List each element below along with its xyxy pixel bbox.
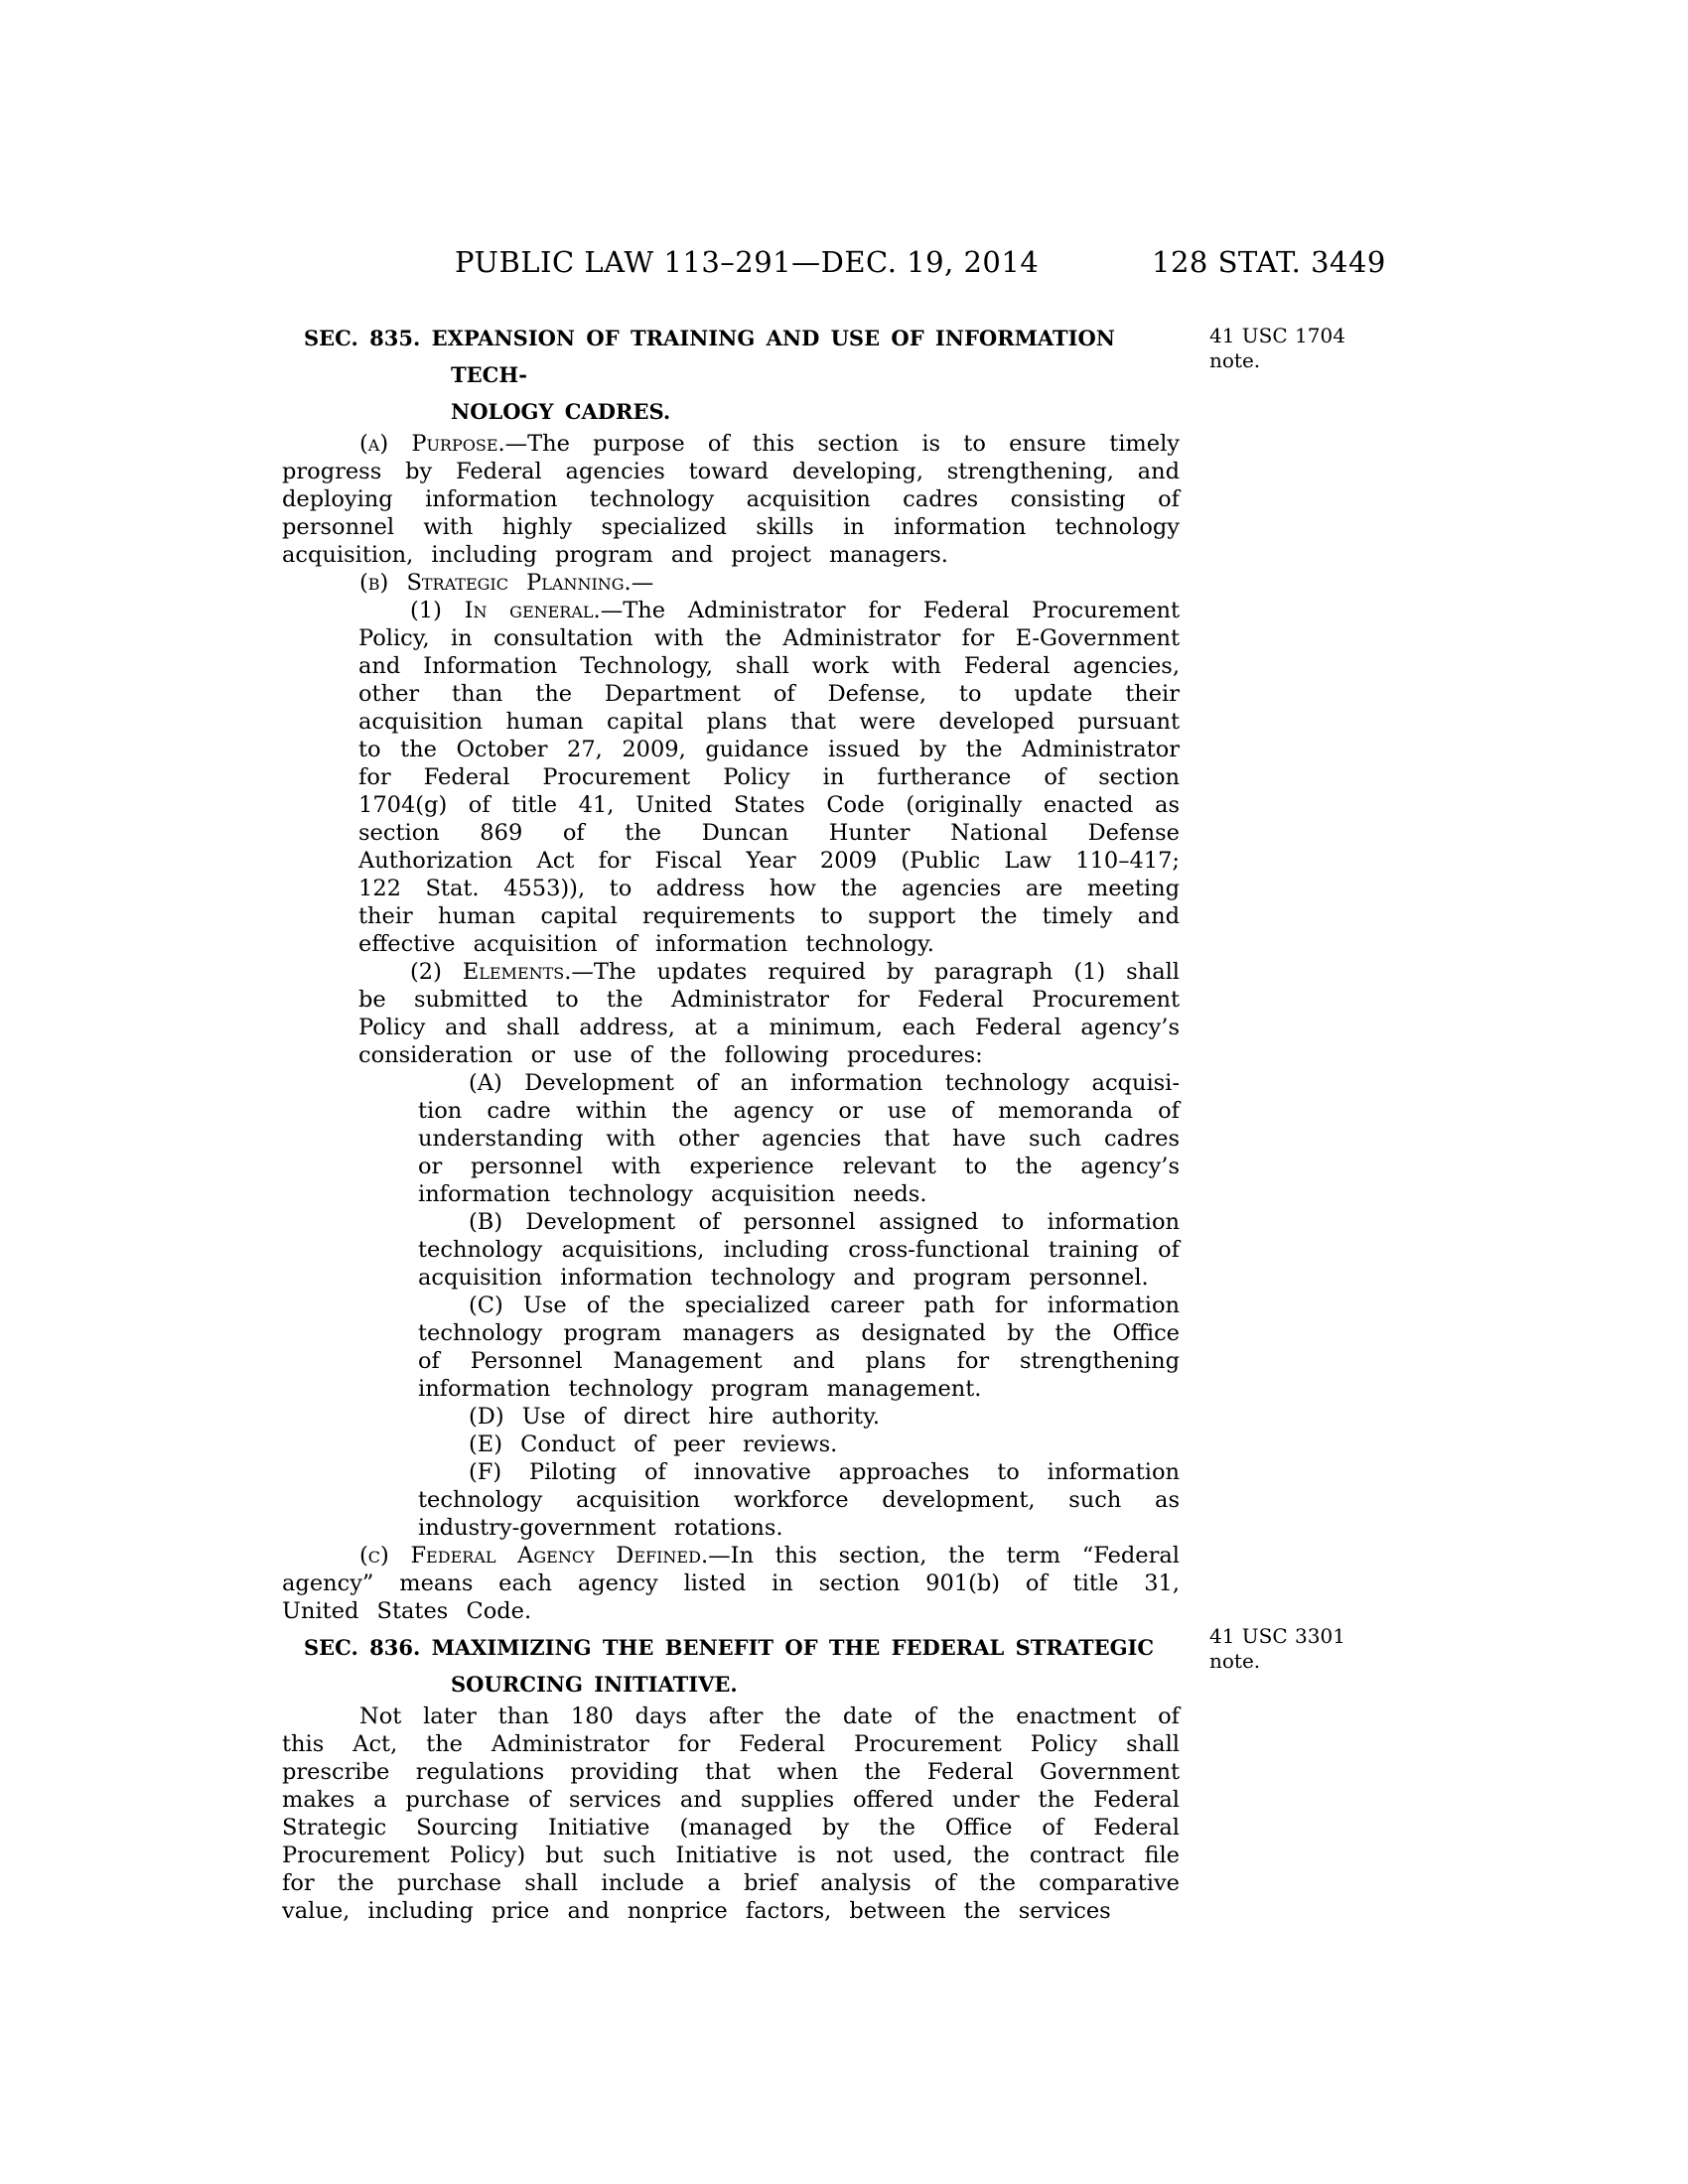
para-835-b-2-A: (A) Development of an information technology acquisition cadre within the agency or use of memoranda of understanding with other agencies that have such cadres or personnel with experience relevant to the agency’s information technology acquisition needs. <box>418 1070 1180 1207</box>
sec-836-heading: SEC. 836. MAXIMIZING THE BENEFIT OF THE FEDERAL STRATEGIC SOURCING INITIATIVE. <box>304 1635 1155 1697</box>
para-835-b-2-F: (F) Piloting of innovative approaches to information technology acquisition workforce development, such as industry-government rotations. <box>418 1459 1180 1541</box>
sec-835-heading: SEC. 835. EXPANSION OF TRAINING AND USE OF INFORMATION TECH- NOLOGY CADRES. <box>304 326 1115 424</box>
margin-note-line: 41 USC 3301 <box>1209 1624 1345 1648</box>
para-835-b-2-D: (D) Use of direct hire authority. <box>469 1404 880 1430</box>
para-835-c: (c) Federal Agency Defined.—In this section, the term “Federal agency” means each agency listed in section 901(b) of title 31, United States Code. <box>282 1543 1180 1624</box>
para-835-b-2-C: (C) Use of the specialized career path for information technology program managers as designated by the Office of Personnel Management and plans for strengthening information technology program management. <box>418 1293 1180 1402</box>
public-law-citation: PUBLIC LAW 113–291—DEC. 19, 2014 <box>455 245 1040 279</box>
para-836-body: Not later than 180 days after the date of the enactment of this Act, the Administrator for Federal Procurement Policy shall prescribe regulations providing that when the Federal Government makes a purchase of services and supplies offered under the Federal Strategic Sourcing Initiative (managed by the Office of Federal Procurement Policy) but such Initiative is not used, the contract file for the purchase shall include a brief analysis of the comparative value, including price and nonprice factors, between the services <box>282 1704 1180 1924</box>
statutes-at-large-citation: 128 STAT. 3449 <box>1152 245 1386 279</box>
margin-note-41-usc-1704 <box>1209 324 1393 373</box>
margin-note-line: 41 USC 1704 <box>1209 324 1345 347</box>
margin-note-line: note. <box>1209 348 1261 372</box>
para-835-b-2: (2) Elements.—The updates required by paragraph (1) shall be submitted to the Administrator for Federal Procurement Policy and shall address, at a minimum, each Federal agency’s consideration or use of the following procedures: <box>358 959 1180 1068</box>
para-835-a: (a) Purpose.—The purpose of this section is to ensure timely progress by Federal agencies toward developing, strengthening, and deploying information technology acquisition cadres consisting of personnel with highly specialized skills in information technology acquisition, including program and project managers. <box>282 431 1180 568</box>
margin-note-line: note. <box>1209 1649 1261 1673</box>
para-835-b-1: (1) In general.—The Administrator for Federal Procurement Policy, in consultation with the Administrator for E-Government and Information Technology, shall work with Federal agencies, other than the Department of Defense, to update their acquisition human capital plans that were developed pursuant to the October 27, 2009, guidance issued by the Administrator for Federal Procurement Policy in furtherance of section 1704(g) of title 41, United States Code (originally enacted as section 869 of the Duncan Hunter National Defense Authorization Act for Fiscal Year 2009 (Public Law 110–417; 122 Stat. 4553)), to address how the agencies are meeting their human capital requirements to support the timely and effective acquisition of information technology. <box>358 598 1180 957</box>
para-835-b: (b) Strategic Planning.— <box>359 570 654 596</box>
para-835-b-2-B: (B) Development of personnel assigned to information technology acquisitions, including cross-functional training of acquisition information technology and program personnel. <box>418 1209 1180 1291</box>
margin-note-41-usc-3301 <box>1209 1624 1393 1674</box>
para-835-b-2-E: (E) Conduct of peer reviews. <box>469 1432 838 1457</box>
statute-text-column <box>282 316 1180 1925</box>
